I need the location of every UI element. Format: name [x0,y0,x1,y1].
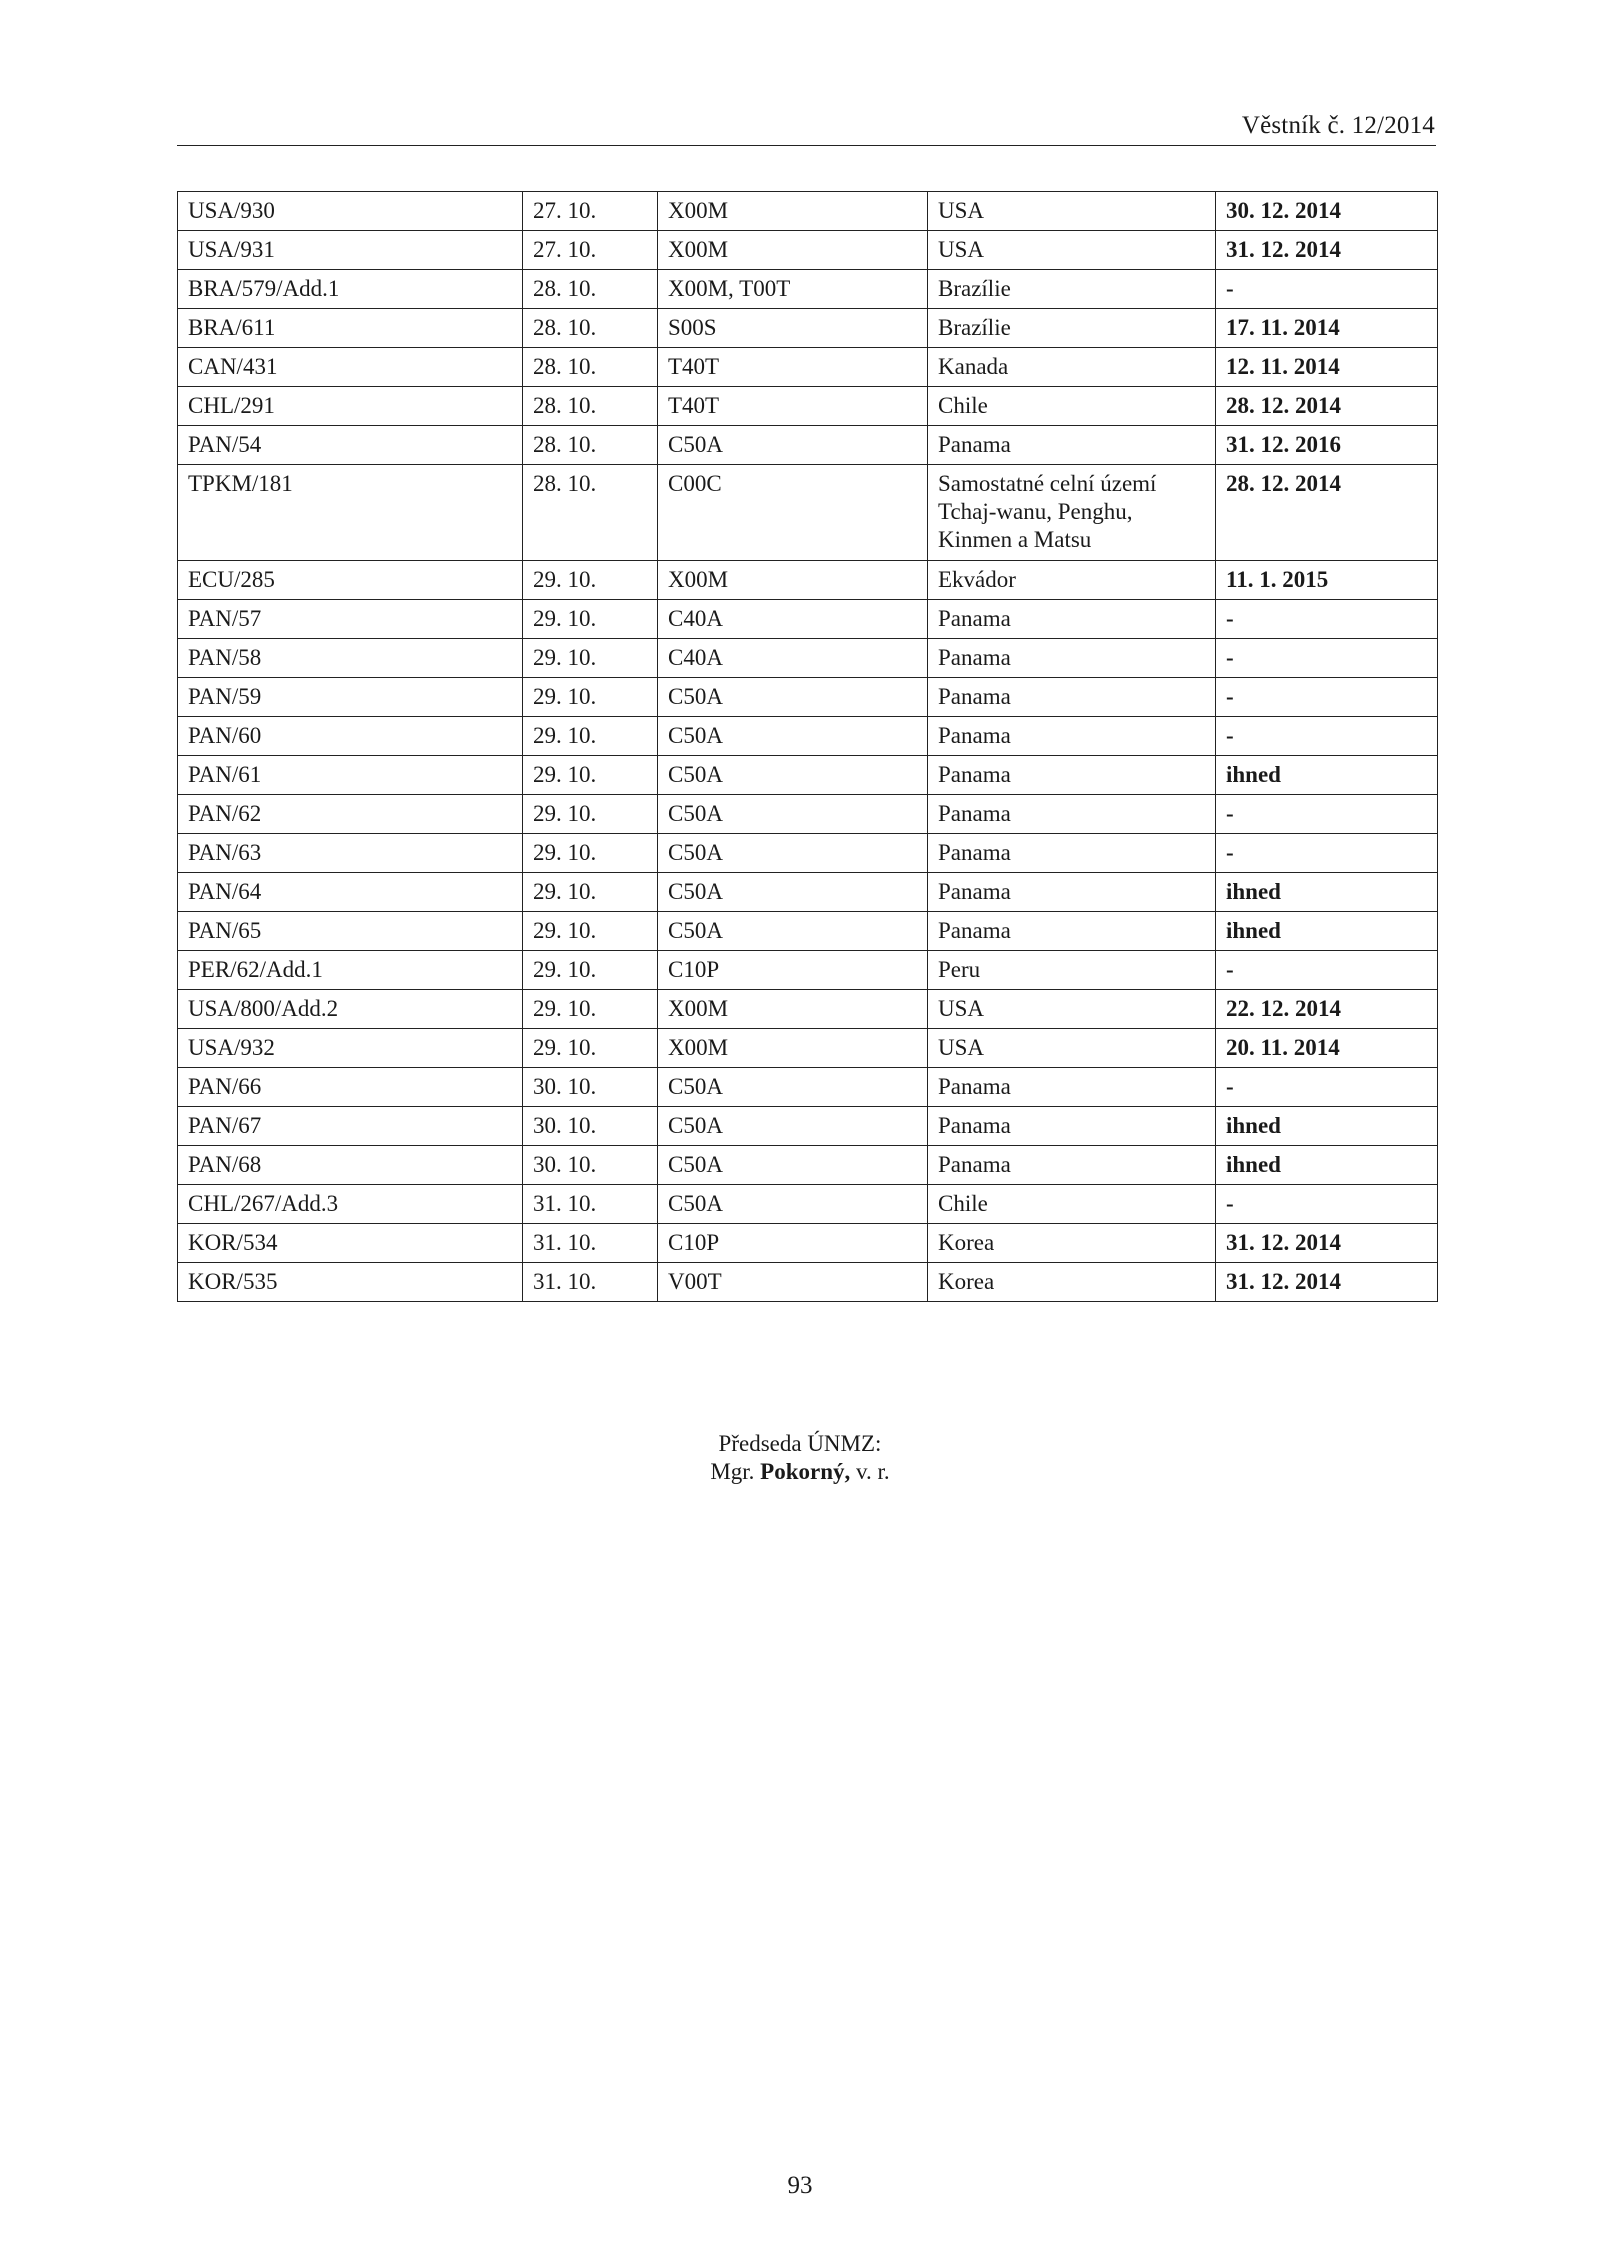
deadline-cell: 22. 12. 2014 [1216,990,1438,1029]
document-code-cell: PER/62/Add.1 [178,951,523,990]
country-cell: USA [928,1029,1216,1068]
signature-name-line [0,1458,1600,1486]
document-code-cell: PAN/68 [178,1146,523,1185]
category-cell: S00S [658,309,928,348]
country-cell: Panama [928,639,1216,678]
country-cell: Panama [928,426,1216,465]
country-cell: Brazílie [928,270,1216,309]
document-code-cell: ECU/285 [178,561,523,600]
date-cell: 29. 10. [523,639,658,678]
deadline-cell: 20. 11. 2014 [1216,1029,1438,1068]
country-cell: Kanada [928,348,1216,387]
category-cell: V00T [658,1263,928,1302]
deadline-cell: - [1216,834,1438,873]
category-cell: X00M [658,990,928,1029]
document-code-cell: PAN/65 [178,912,523,951]
table-row [178,1263,1438,1302]
date-cell: 29. 10. [523,912,658,951]
country-cell: Panama [928,1107,1216,1146]
category-cell: C50A [658,1068,928,1107]
table-row [178,561,1438,600]
document-code-cell: USA/931 [178,231,523,270]
document-code-cell: PAN/61 [178,756,523,795]
category-cell: X00M, T00T [658,270,928,309]
deadline-cell: - [1216,795,1438,834]
category-cell: C10P [658,951,928,990]
document-code-cell: PAN/60 [178,717,523,756]
deadline-cell: 30. 12. 2014 [1216,192,1438,231]
date-cell: 29. 10. [523,678,658,717]
table-row [178,270,1438,309]
category-cell: C50A [658,912,928,951]
date-cell: 27. 10. [523,192,658,231]
deadline-cell: - [1216,678,1438,717]
document-code-cell: PAN/58 [178,639,523,678]
country-cell: Panama [928,1068,1216,1107]
country-cell: Ekvádor [928,561,1216,600]
table-row [178,912,1438,951]
country-cell: Korea [928,1263,1216,1302]
date-cell: 29. 10. [523,873,658,912]
table-row [178,1224,1438,1263]
table-row [178,873,1438,912]
country-cell: Panama [928,873,1216,912]
document-code-cell: KOR/534 [178,1224,523,1263]
date-cell: 30. 10. [523,1107,658,1146]
deadline-cell: - [1216,600,1438,639]
document-code-cell: PAN/67 [178,1107,523,1146]
country-cell: Panama [928,834,1216,873]
category-cell: C40A [658,639,928,678]
document-code-cell: PAN/64 [178,873,523,912]
category-cell: C50A [658,1185,928,1224]
country-cell: Chile [928,1185,1216,1224]
category-cell: C50A [658,834,928,873]
document-code-cell: PAN/59 [178,678,523,717]
category-cell: X00M [658,561,928,600]
country-cell: Brazílie [928,309,1216,348]
document-code-cell: PAN/66 [178,1068,523,1107]
table-row [178,465,1438,561]
deadline-cell: 12. 11. 2014 [1216,348,1438,387]
date-cell: 28. 10. [523,348,658,387]
category-cell: C50A [658,756,928,795]
country-cell: Korea [928,1224,1216,1263]
deadline-cell: ihned [1216,1146,1438,1185]
date-cell: 28. 10. [523,426,658,465]
table-row [178,1146,1438,1185]
deadline-cell: - [1216,1068,1438,1107]
date-cell: 28. 10. [523,270,658,309]
document-code-cell: PAN/63 [178,834,523,873]
date-cell: 27. 10. [523,231,658,270]
table-body [178,192,1438,1302]
table-row [178,834,1438,873]
category-cell: C50A [658,717,928,756]
document-code-cell: BRA/611 [178,309,523,348]
deadline-cell: 11. 1. 2015 [1216,561,1438,600]
date-cell: 29. 10. [523,756,658,795]
country-cell: USA [928,231,1216,270]
category-cell: X00M [658,1029,928,1068]
deadline-cell: 31. 12. 2014 [1216,1224,1438,1263]
deadline-cell: 28. 12. 2014 [1216,387,1438,426]
date-cell: 29. 10. [523,990,658,1029]
document-code-cell: PAN/54 [178,426,523,465]
document-code-cell: PAN/62 [178,795,523,834]
table-row [178,309,1438,348]
category-cell: C50A [658,873,928,912]
signature-suffix: v. r. [856,1459,890,1484]
page-number: 93 [787,2172,813,2199]
deadline-cell: ihned [1216,1107,1438,1146]
deadline-cell: - [1216,639,1438,678]
table-row [178,348,1438,387]
deadline-cell: - [1216,1185,1438,1224]
category-cell: T40T [658,387,928,426]
country-cell: Chile [928,387,1216,426]
country-cell: USA [928,990,1216,1029]
date-cell: 31. 10. [523,1263,658,1302]
table-row [178,639,1438,678]
country-cell: Peru [928,951,1216,990]
date-cell: 30. 10. [523,1146,658,1185]
date-cell: 29. 10. [523,951,658,990]
date-cell: 29. 10. [523,795,658,834]
category-cell: C50A [658,795,928,834]
table-row [178,990,1438,1029]
table-row [178,795,1438,834]
country-cell: USA [928,192,1216,231]
category-cell: C00C [658,465,928,561]
table-row [178,678,1438,717]
table-row [178,600,1438,639]
header-title: Věstník č. 12/2014 [1241,112,1435,139]
date-cell: 28. 10. [523,309,658,348]
date-cell: 29. 10. [523,834,658,873]
date-cell: 29. 10. [523,717,658,756]
country-cell: Panama [928,756,1216,795]
document-code-cell: CHL/267/Add.3 [178,1185,523,1224]
table-row [178,192,1438,231]
date-cell: 29. 10. [523,1029,658,1068]
deadline-cell: ihned [1216,873,1438,912]
category-cell: X00M [658,192,928,231]
table-row [178,1029,1438,1068]
table-row [178,1185,1438,1224]
document-code-cell: KOR/535 [178,1263,523,1302]
signature-name: Pokorný, [760,1459,851,1484]
deadline-cell: ihned [1216,912,1438,951]
category-cell: C50A [658,426,928,465]
date-cell: 28. 10. [523,465,658,561]
table-row [178,1107,1438,1146]
document-code-cell: USA/932 [178,1029,523,1068]
signature-block [0,1430,1600,1486]
notifications-table [177,191,1438,1302]
document-code-cell: CHL/291 [178,387,523,426]
deadline-cell: 17. 11. 2014 [1216,309,1438,348]
document-code-cell: USA/930 [178,192,523,231]
header-divider [177,145,1436,146]
date-cell: 31. 10. [523,1224,658,1263]
document-code-cell: TPKM/181 [178,465,523,561]
table-row [178,231,1438,270]
deadline-cell: - [1216,951,1438,990]
country-cell: Panama [928,912,1216,951]
deadline-cell: 31. 12. 2014 [1216,231,1438,270]
date-cell: 31. 10. [523,1185,658,1224]
country-cell: Panama [928,717,1216,756]
document-code-cell: USA/800/Add.2 [178,990,523,1029]
country-cell: Panama [928,600,1216,639]
table-row [178,426,1438,465]
date-cell: 29. 10. [523,600,658,639]
category-cell: C50A [658,678,928,717]
document-code-cell: BRA/579/Add.1 [178,270,523,309]
deadline-cell: - [1216,717,1438,756]
table-row [178,717,1438,756]
category-cell: C40A [658,600,928,639]
deadline-cell: ihned [1216,756,1438,795]
country-cell: Panama [928,795,1216,834]
document-code-cell: PAN/57 [178,600,523,639]
table-row [178,1068,1438,1107]
deadline-cell: - [1216,270,1438,309]
country-cell: Panama [928,678,1216,717]
category-cell: C10P [658,1224,928,1263]
table-row [178,387,1438,426]
deadline-cell: 31. 12. 2014 [1216,1263,1438,1302]
category-cell: C50A [658,1146,928,1185]
deadline-cell: 31. 12. 2016 [1216,426,1438,465]
table-row [178,756,1438,795]
table-row [178,951,1438,990]
date-cell: 28. 10. [523,387,658,426]
date-cell: 30. 10. [523,1068,658,1107]
country-cell: Samostatné celní území Tchaj-wanu, Penghu, Kinmen a Matsu [928,465,1216,561]
category-cell: T40T [658,348,928,387]
signature-prefix: Mgr. [710,1459,755,1484]
category-cell: C50A [658,1107,928,1146]
signature-title: Předseda ÚNMZ: [718,1431,882,1456]
category-cell: X00M [658,231,928,270]
document-code-cell: CAN/431 [178,348,523,387]
deadline-cell: 28. 12. 2014 [1216,465,1438,561]
date-cell: 29. 10. [523,561,658,600]
country-cell: Panama [928,1146,1216,1185]
